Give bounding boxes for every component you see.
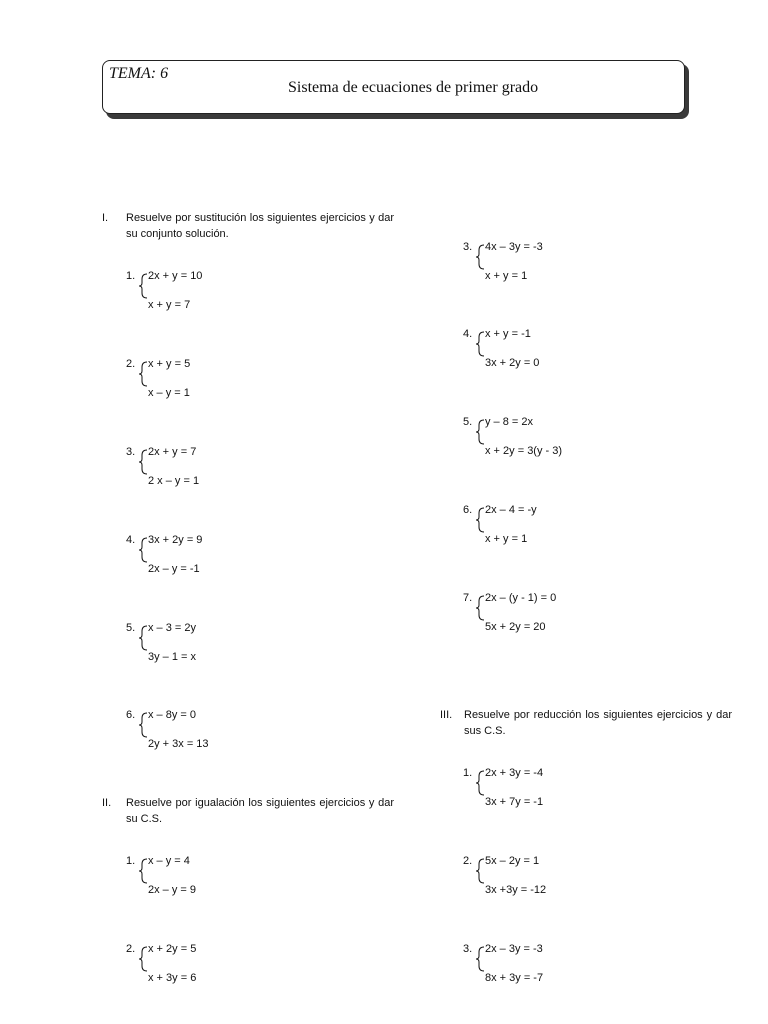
equation-1: 5x – 2y = 1	[485, 855, 540, 867]
left-brace-icon	[475, 858, 485, 884]
equation-1: 2x + y = 10	[148, 270, 203, 282]
problem-number: 3.	[126, 446, 136, 458]
problem-number: 1.	[126, 270, 136, 282]
left-brace-icon	[475, 946, 485, 972]
equation-2: 3x + 7y = -1	[485, 796, 544, 808]
left-brace-icon	[475, 507, 485, 533]
equation-1: x – 8y = 0	[148, 709, 197, 721]
problem-number: 5.	[126, 622, 136, 634]
left-brace-icon	[475, 770, 485, 796]
left-brace-icon	[138, 946, 148, 972]
problem-number: 3.	[463, 943, 473, 955]
left-brace-icon	[138, 361, 148, 387]
left-brace-icon	[475, 244, 485, 270]
problem-number: 2.	[126, 358, 136, 370]
problem-number: 3.	[463, 241, 473, 253]
equation-2: x + 2y = 3(y - 3)	[485, 445, 563, 457]
left-brace-icon	[138, 273, 148, 299]
equation-2: 3x +3y = -12	[485, 884, 547, 896]
equation-2: x + y = 7	[148, 299, 191, 311]
problem-number: 5.	[463, 416, 473, 428]
left-brace-icon	[138, 537, 148, 563]
equation-1: x + 2y = 5	[148, 943, 197, 955]
left-brace-icon	[138, 858, 148, 884]
topic-label: TEMA: 6	[109, 65, 169, 82]
page-title: Sistema de ecuaciones de primer grado	[288, 79, 539, 96]
section-instruction: Resuelve por igualación los siguientes ejercicios y dar su C.S.	[126, 797, 394, 825]
problem-number: 6.	[463, 504, 473, 516]
equation-2: x + y = 1	[485, 533, 528, 545]
problem-number: 4.	[126, 534, 136, 546]
left-brace-icon	[475, 419, 485, 445]
left-brace-icon	[138, 449, 148, 475]
problem-number: 2.	[463, 855, 473, 867]
problem-number: 1.	[126, 855, 136, 867]
equation-1: y – 8 = 2x	[485, 416, 534, 428]
equation-1: 4x – 3y = -3	[485, 241, 543, 253]
equation-2: x + 3y = 6	[148, 972, 197, 984]
equation-1: 2x – 3y = -3	[485, 943, 543, 955]
equation-2: 2 x – y = 1	[148, 475, 200, 487]
section-instruction: Resuelve por sustitución los siguientes ejercicios y dar su conjunto solución.	[126, 212, 394, 240]
equation-1: 2x + 3y = -4	[485, 767, 544, 779]
equation-2: 2x – y = 9	[148, 884, 197, 896]
left-brace-icon	[475, 331, 485, 357]
equation-1: x – y = 4	[148, 855, 190, 867]
problem-number: 4.	[463, 328, 473, 340]
problem-number: 7.	[463, 592, 473, 604]
problem-number: 2.	[126, 943, 136, 955]
equation-1: x – 3 = 2y	[148, 622, 197, 634]
equation-2: x + y = 1	[485, 270, 528, 282]
section-numeral: I.	[102, 212, 109, 224]
section-instruction: Resuelve por reducción los siguientes ejercicios y dar sus C.S.	[464, 709, 732, 737]
left-brace-icon	[138, 712, 148, 738]
equation-2: 2y + 3x = 13	[148, 738, 209, 750]
section-numeral: II.	[102, 797, 112, 809]
header-box	[102, 60, 685, 114]
equation-2: x – y = 1	[148, 387, 190, 399]
equation-1: 2x + y = 7	[148, 446, 197, 458]
left-brace-icon	[475, 595, 485, 621]
problem-number: 6.	[126, 709, 136, 721]
equation-1: 2x – 4 = -y	[485, 504, 537, 516]
equation-1: 3x + 2y = 9	[148, 534, 203, 546]
section-numeral: III.	[440, 709, 453, 721]
equation-2: 2x – y = -1	[148, 563, 200, 575]
equation-2: 3x + 2y = 0	[485, 357, 540, 369]
problem-number: 1.	[463, 767, 473, 779]
equation-2: 3y – 1 = x	[148, 651, 197, 663]
equation-1: 2x – (y - 1) = 0	[485, 592, 557, 604]
equation-1: x + y = -1	[485, 328, 531, 340]
left-brace-icon	[138, 625, 148, 651]
equation-2: 5x + 2y = 20	[485, 621, 546, 633]
equation-1: x + y = 5	[148, 358, 191, 370]
equation-2: 8x + 3y = -7	[485, 972, 544, 984]
